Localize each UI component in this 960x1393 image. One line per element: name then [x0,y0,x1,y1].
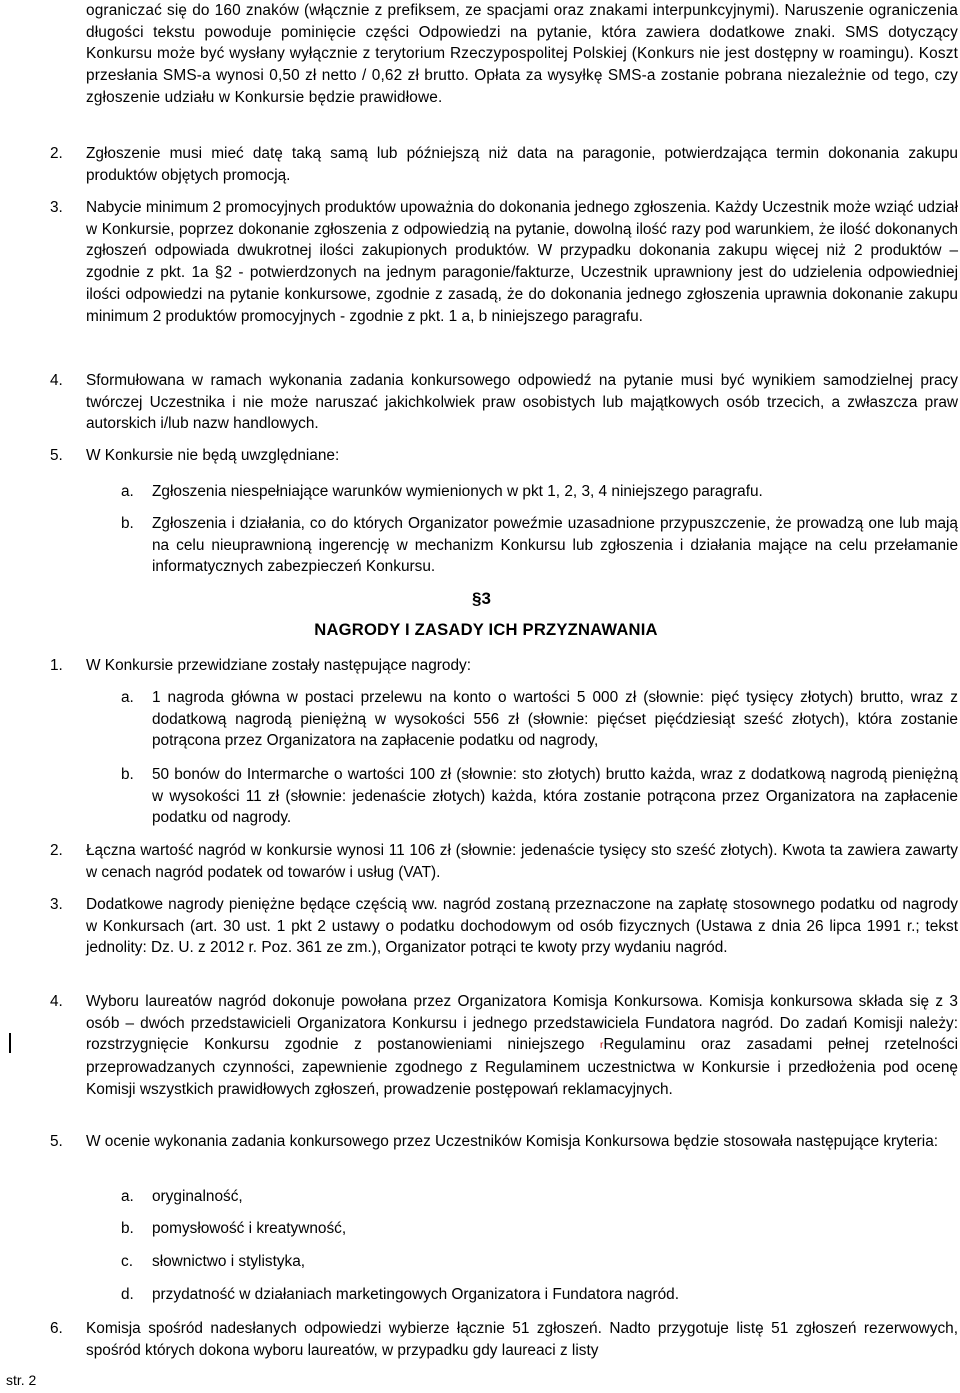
criterion-text: przydatność w działaniach marketingowych Organizatora i Fundatora nagród. [152,1286,679,1303]
criterion-letter: a. [121,1188,134,1205]
item-text-part: Wyboru laureatów nagród dokonuje powołana przez Organizatora Komisja Konkursowa. Komisja konkursowa składa się z 3 osób – dwóch przedstawicieli Organizatora Konkursu i jednego przedstawiciela Fundatora nagród. Do zadań Komisji należy: rozstrzygnięcie Konkursu zgodnie z postanowieniami niniejszego [86,993,958,1054]
page-number: str. 2 [6,1372,37,1388]
item-text: Dodatkowe nagrody pieniężne będące częścią ww. nagród zostaną przeznaczone na zapłatę stosownego podatku od nagrody w Konkursach (art. 30 ust. 1 pkt 2 ustawy o podatku dochodowym od osób fizycznych (Ustawa z dnia 26 lipca 1991 r.; tekst jednolity: Dz. U. z 2012 r. Poz. 361 ze zm.), Organizator potrąci te kwoty przy wydaniu nagród. [86,896,958,957]
prize-text: 1 nagroda główna w postaci przelewu na konto o wartości 5 000 zł (słownie: pięć tysięcy złotych) brutto, wraz z dodatkową nagrodą pieniężną w wysokości 556 zł (słownie: pięćset pięćdziesiąt sześć złotych), która zostanie potrącona przez Organizatora na zapłacenie podatku od nagrody, [152,689,958,750]
exclusion-letter: b. [121,515,134,532]
item-number: 5. [50,1133,63,1150]
item-number: 5. [50,447,63,464]
item-number: 1. [50,657,63,674]
item-number: 6. [50,1320,63,1337]
item-text-with-mark [86,991,958,1101]
criterion-letter: d. [121,1286,134,1303]
item-number: 2. [50,842,63,859]
item-text: Sformułowana w ramach wykonania zadania konkursowego odpowiedź na pytanie musi być wynikiem samodzielnej pracy twórczej Uczestnika i nie może naruszać jakichkolwiek praw osobistych lub majątkowych osób trzecich, a zwłaszcza praw autorskich i/lub nazw handlowych. [86,372,958,433]
prize-letter: a. [121,689,134,706]
criterion-text: słownictwo i stylistyka, [152,1253,306,1270]
item-text: W ocenie wykonania zadania konkursowego przez Uczestników Komisja Konkursowa będzie stosowała następujące kryteria: [86,1133,939,1150]
item-number: 2. [50,145,63,162]
item-number: 3. [50,199,63,216]
item-number: 3. [50,896,63,913]
criterion-text: pomysłowość i kreatywność, [152,1220,347,1237]
criterion-letter: b. [121,1220,134,1237]
intro-paragraph: ograniczać się do 160 znaków (włącznie z prefiksem, ze spacjami oraz znakami interpunkcyjnymi). Naruszenie ograniczenia długości tekstu powoduje pominięcie części Odpowiedzi na pytanie, która zawiera dodatkowe znaki. SMS dotyczący Konkursu może być wysłany wyłącznie z terytorium Rzeczypospolitej Polskiej (Konkurs nie jest dostępny w roamingu). Koszt przesłania SMS-a wynosi 0,50 zł netto / 0,62 zł brutto. Opłata za wysyłkę SMS-a zostanie pobrana niezależnie od tego, czy zgłoszenie udziału w Konkursie będzie prawidłowe. [86,2,958,106]
exclusion-text: Zgłoszenia niespełniające warunków wymienionych w pkt 1, 2, 3, 4 niniejszego paragrafu. [152,483,763,500]
item-text: Nabycie minimum 2 promocyjnych produktów upoważnia do dokonania jednego zgłoszenia. Każdy Uczestnik może wziąć udział w Konkursie, poprzez dokonanie zgłoszenia z odpowiedzią na pytanie, dowolną ilość razy pod warunkiem, że ilość dokonanych zgłoszeń odpowiada dwukrotnej ilości zakupionych produktów. W przypadku dokonania zakupu więcej niż 2 produktów – zgodnie z pkt. 1a §2 - potwierdzonych na jednym paragonie/fakturze, Uczestnik uprawniony jest do udzielenia odpowiedniej ilości odpowiedzi na pytanie konkursowe, zgodnie z zasadą, że do dokonania jednego zgłoszenia uprawnia dokonanie zakupu minimum 2 produktów promocyjnych - zgodnie z pkt. 1 a, b niniejszego paragrafu. [86,199,958,325]
revision-bar [9,1033,11,1053]
item-text: Łączna wartość nagród w konkursie wynosi 11 106 zł (słownie: jedenaście tysięcy sto sześć złotych). Kwota ta zawiera zawarty w cenach nagród podatek od towarów i usług (VAT). [86,842,958,881]
criterion-text: oryginalność, [152,1188,243,1205]
edit-mark: r [600,1040,604,1052]
item-number: 4. [50,993,63,1010]
item-text-part: Regulaminu oraz zasadami pełnej rzetelności przeprowadzanych czynności, zapewnienie zgodnego z Regulaminem uczestnictwa w Konkursie i przedłożenia pod ocenę Komisji wszystkich prawidłowych zgłoszeń, prowadzenie postępowań reklamacyjnych. [86,1036,958,1098]
exclusion-letter: a. [121,483,134,500]
prize-letter: b. [121,766,134,783]
item-text: Zgłoszenie musi mieć datę taką samą lub późniejszą niż data na paragonie, potwierdzająca termin dokonania zakupu produktów objętych promocją. [86,145,958,184]
item-text: Komisja spośród nadesłanych odpowiedzi wybierze łącznie 51 zgłoszeń. Nadto przygotuje listę 51 zgłoszeń rezerwowych, spośród których dokona wyboru laureatów, w przypadku gdy laureaci z listy [86,1320,958,1359]
item-text: W Konkursie przewidziane zostały następujące nagrody: [86,657,471,674]
prize-text: 50 bonów do Intermarche o wartości 100 zł (słownie: sto złotych) brutto każda, wraz z dodatkową nagrodą pieniężną w wysokości 11 zł (słownie: jedenaście złotych) każda, która zostanie potrącona przez Organizatora na zapłacenie podatku od nagrody. [152,766,958,827]
exclusion-text: Zgłoszenia i działania, co do których Organizator poweźmie uzasadnione przypuszczenie, że prowadzą one lub mają na celu nieuprawnioną ingerencję w mechanizm Konkursu lub zgłoszenia i działania mające na celu przełamanie informatycznych zabezpieczeń Konkursu. [152,515,958,576]
item-number: 4. [50,372,63,389]
item-text: W Konkursie nie będą uwzględniane: [86,447,340,464]
section-title: NAGRODY I ZASADY ICH PRZYZNAWANIA [314,620,658,639]
section-mark: §3 [472,589,491,608]
criterion-letter: c. [121,1253,133,1270]
